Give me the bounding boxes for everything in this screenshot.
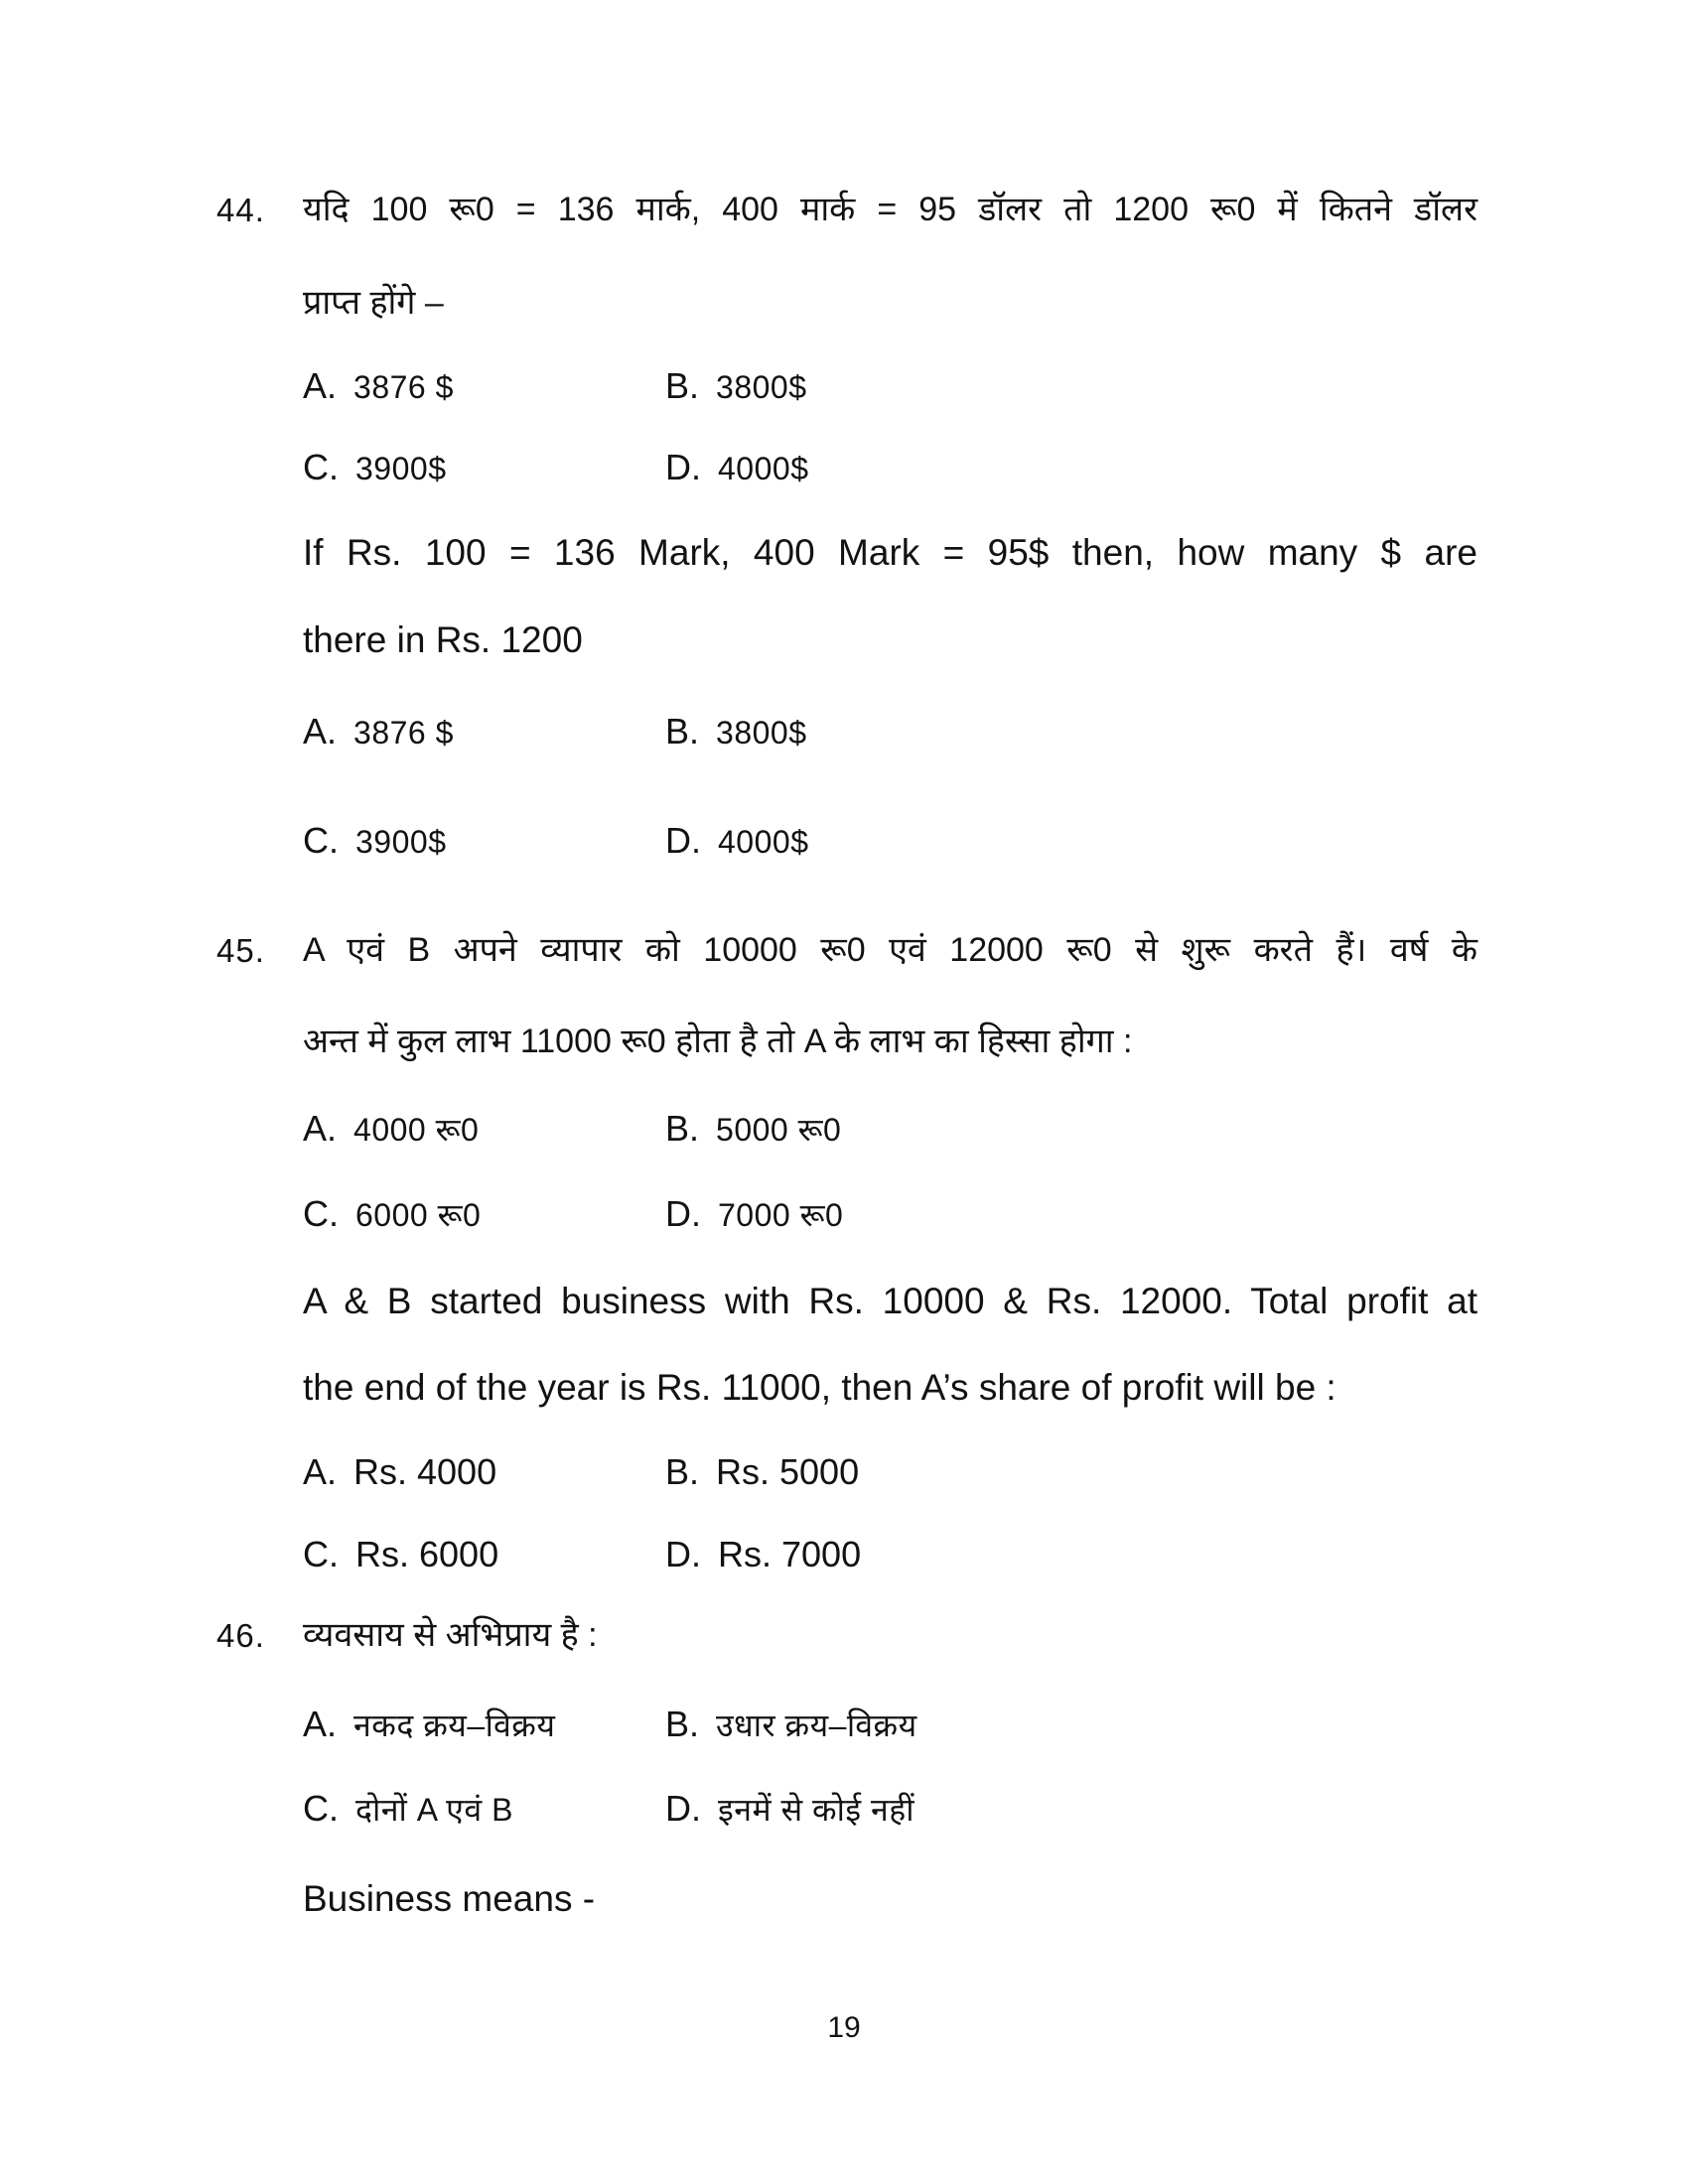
option-text: नकद क्रय–विक्रय xyxy=(353,1707,556,1743)
option-text: 6000 रू0 xyxy=(355,1197,482,1233)
option-label: C. xyxy=(303,1788,339,1829)
question-45-hindi-text-line2: अन्त में कुल लाभ 11000 रू0 होता है तो A के लाभ का हिस्सा होगा : xyxy=(303,1023,1133,1060)
option-text: इनमें से कोई नहीं xyxy=(718,1792,915,1828)
question-45-english-options-row1 xyxy=(216,1451,1477,1493)
option-text: 7000 रू0 xyxy=(718,1197,844,1233)
question-44-english-line1-row xyxy=(216,532,1477,574)
question-44-english-option-c xyxy=(303,820,665,862)
question-45-english-option-a xyxy=(303,1451,665,1493)
question-44-hindi-line2-row xyxy=(216,278,1477,324)
option-text: Rs. 6000 xyxy=(355,1534,499,1574)
option-text: 3900$ xyxy=(355,824,447,860)
option-text: 4000 रू0 xyxy=(353,1112,480,1148)
question-44-english-option-a xyxy=(303,711,665,752)
question-45-english-line2-row xyxy=(216,1367,1477,1409)
question-46-english-text-line1: Business means - xyxy=(303,1878,596,1919)
question-46-hindi-option-a xyxy=(303,1704,665,1746)
option-label: D. xyxy=(665,820,701,861)
option-label: C. xyxy=(303,1534,339,1574)
question-45-hindi-option-c xyxy=(303,1193,665,1236)
question-44-hindi-option-a xyxy=(303,365,665,407)
question-45-hindi-text-line1: A एवं B अपने व्यापार को 10000 रू0 एवं 12000 रू0 से शुरू करते हैं। वर्ष के xyxy=(303,931,1477,969)
option-text: Rs. 4000 xyxy=(353,1451,497,1492)
option-text: 5000 रू0 xyxy=(716,1112,842,1148)
question-45-hindi-options-row2 xyxy=(216,1193,1477,1236)
question-44-hindi-text-line2: प्राप्त होंगे – xyxy=(303,284,444,322)
option-label: A. xyxy=(303,365,338,406)
question-44-english-options-row2 xyxy=(216,820,1477,862)
option-text: Rs. 7000 xyxy=(718,1534,862,1574)
option-label: B. xyxy=(665,1108,700,1149)
option-label: A. xyxy=(303,1451,338,1492)
option-text: 3876 $ xyxy=(353,715,454,751)
question-44-number: 44. xyxy=(216,192,265,228)
question-46-hindi-option-c xyxy=(303,1788,665,1831)
option-text: 3900$ xyxy=(355,451,447,486)
option-text: उधार क्रय–विक्रय xyxy=(716,1707,917,1743)
question-45-english-option-c xyxy=(303,1534,665,1575)
option-text: 4000$ xyxy=(718,451,809,486)
option-label: C. xyxy=(303,447,339,487)
question-45-hindi-option-a xyxy=(303,1108,665,1151)
question-45-english-text-line2: the end of the year is Rs. 11000, then A’s share of profit will be : xyxy=(303,1367,1336,1408)
option-text: 4000$ xyxy=(718,824,809,860)
question-45-english-option-d xyxy=(665,1534,1477,1575)
question-44-english-line2-row xyxy=(216,619,1477,661)
question-44-hindi-text-line1: यदि 100 रू0 = 136 मार्क, 400 मार्क = 95 डॉलर तो 1200 रू0 में कितने डॉलर xyxy=(303,191,1477,228)
option-text: दोनों A एवं B xyxy=(355,1792,513,1828)
question-44-english-options-row1 xyxy=(216,711,1477,752)
option-label: C. xyxy=(303,820,339,861)
option-label: B. xyxy=(665,1451,700,1492)
question-44-english-option-b xyxy=(665,711,1477,752)
option-text: Rs. 5000 xyxy=(716,1451,860,1492)
question-46-english-line1-row xyxy=(216,1878,1477,1920)
option-label: B. xyxy=(665,1704,700,1744)
question-46-hindi-options-row1 xyxy=(216,1704,1477,1746)
question-45-hindi-option-b xyxy=(665,1108,1477,1151)
question-44-hindi-option-b xyxy=(665,365,1477,407)
option-label: A. xyxy=(303,1704,338,1744)
option-label: D. xyxy=(665,1788,701,1829)
question-45-number: 45. xyxy=(216,932,265,969)
option-text: 3800$ xyxy=(716,715,807,751)
question-45-hindi-option-d xyxy=(665,1193,1477,1236)
question-46-hindi-option-b xyxy=(665,1704,1477,1746)
question-44-hindi-line1-row xyxy=(216,189,1477,231)
question-44-hindi-option-d xyxy=(665,447,1477,488)
question-45-hindi-line2-row xyxy=(216,1017,1477,1062)
question-44-hindi-options-row1 xyxy=(216,365,1477,407)
question-44-hindi-options-row2 xyxy=(216,447,1477,488)
question-46-number: 46. xyxy=(216,1617,265,1654)
question-44-english-text-line1: If Rs. 100 = 136 Mark, 400 Mark = 95$ then, how many $ are xyxy=(303,532,1477,573)
question-46-hindi-option-d xyxy=(665,1788,1477,1831)
question-45-english-text-line1: A & B started business with Rs. 10000 & Rs. 12000. Total profit at xyxy=(303,1281,1477,1321)
question-44-hindi-option-c xyxy=(303,447,665,488)
option-label: B. xyxy=(665,365,700,406)
option-label: B. xyxy=(665,711,700,751)
question-45-english-option-b xyxy=(665,1451,1477,1493)
option-label: D. xyxy=(665,1193,701,1234)
question-46-hindi-options-row2 xyxy=(216,1788,1477,1831)
question-44-english-text-line2: there in Rs. 1200 xyxy=(303,619,583,660)
question-45-english-options-row2 xyxy=(216,1534,1477,1575)
question-46-hindi-line1-row xyxy=(216,1614,1477,1657)
option-label: A. xyxy=(303,711,338,751)
option-text: 3800$ xyxy=(716,369,807,405)
question-45-english-line1-row xyxy=(216,1281,1477,1322)
option-label: C. xyxy=(303,1193,339,1234)
option-text: 3876 $ xyxy=(353,369,454,405)
question-45-hindi-line1-row xyxy=(216,929,1477,972)
page-number: 19 xyxy=(827,2011,861,2044)
option-label: D. xyxy=(665,1534,701,1574)
question-46-hindi-text-line1: व्यवसाय से अभिप्राय है : xyxy=(303,1616,598,1654)
question-44-english-option-d xyxy=(665,820,1477,862)
option-label: D. xyxy=(665,447,701,487)
option-label: A. xyxy=(303,1108,338,1149)
question-45-hindi-options-row1 xyxy=(216,1108,1477,1151)
